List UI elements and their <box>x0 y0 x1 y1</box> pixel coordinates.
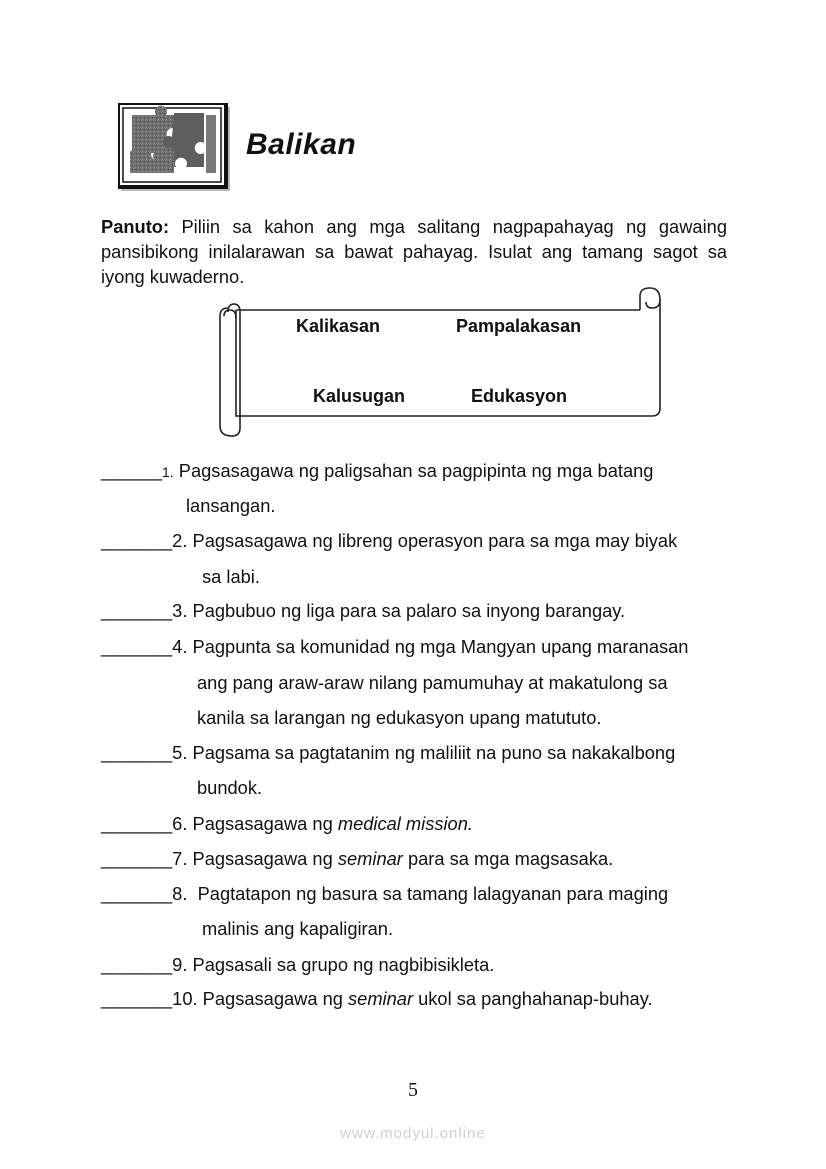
question-5 <box>101 742 675 764</box>
answer-blank: _______ <box>101 954 173 975</box>
question-2 <box>101 530 677 552</box>
answer-blank: _______ <box>101 636 173 657</box>
answer-blank: _______ <box>101 600 173 621</box>
item-text: Pagsasagawa ng <box>187 848 338 869</box>
question-2-continuation: sa labi. <box>202 566 260 587</box>
answer-blank: _______ <box>101 530 173 551</box>
item-number: 6. <box>172 813 188 834</box>
item-text: Pagsasali sa grupo ng nagbibisikleta. <box>187 954 495 975</box>
question-3 <box>101 600 625 622</box>
question-8-continuation: malinis ang kapaligiran. <box>202 918 394 939</box>
watermark: www.modyul.online <box>340 1125 486 1142</box>
choice-edukasyon: Edukasyon <box>471 386 568 406</box>
question-6 <box>101 813 473 835</box>
answer-blank: _______ <box>101 848 173 869</box>
answer-blank: _______ <box>101 988 173 1009</box>
item-number: 8. <box>172 883 188 904</box>
item-number: 2. <box>172 530 188 551</box>
item-text: Pagpunta sa komunidad ng mga Mangyan upang maranasan <box>187 636 689 657</box>
item-number: 4. <box>172 636 188 657</box>
item-text-tail: ukol sa panghahanap-buhay. <box>413 988 653 1009</box>
item-number: 7. <box>172 848 188 869</box>
item-text: Pagsama sa pagtatanim ng maliliit na puno sa nakakalbong <box>187 742 676 763</box>
instructions <box>101 214 727 289</box>
item-emphasis: seminar <box>348 988 414 1009</box>
answer-blank: _______ <box>101 883 173 904</box>
answer-blank: _______ <box>101 813 173 834</box>
item-number: 3. <box>172 600 188 621</box>
choice-kalikasan: Kalikasan <box>296 316 381 336</box>
item-text: Pagbubuo ng liga para sa palaro sa inyong barangay. <box>187 600 626 621</box>
question-1-continuation: lansangan. <box>186 495 276 516</box>
item-number: 9. <box>172 954 188 975</box>
instructions-label: Panuto: <box>101 216 170 237</box>
instructions-text: Piliin sa kahon ang mga salitang nagpapahayag ng gawaing pansibikong inilalarawan sa bawat pahayag. Isulat ang tamang sagot sa iyong kuwaderno. <box>101 216 727 287</box>
question-4-continuation-2: kanila sa larangan ng edukasyon upang matututo. <box>197 707 602 728</box>
puzzle-icon <box>118 103 230 191</box>
question-10 <box>101 988 653 1010</box>
page-number: 5 <box>408 1079 418 1101</box>
choice-pampalakasan: Pampalakasan <box>456 316 582 336</box>
choices-scroll <box>212 286 664 442</box>
item-number: 10. <box>172 988 198 1009</box>
item-number: 1. <box>162 464 174 480</box>
item-number: 5. <box>172 742 188 763</box>
choice-kalusugan: Kalusugan <box>313 386 406 406</box>
question-8 <box>101 883 668 905</box>
item-text: Pagsasagawa ng paligsahan sa pagpipinta ng mga batang <box>173 460 654 481</box>
question-9 <box>101 954 494 976</box>
item-emphasis: medical mission. <box>337 813 473 834</box>
item-text: Pagtatapon ng basura sa tamang lalagyanan para maging <box>187 883 669 904</box>
item-emphasis: seminar <box>337 848 403 869</box>
item-text: Pagsasagawa ng <box>187 813 338 834</box>
question-5-continuation: bundok. <box>197 777 263 798</box>
question-7 <box>101 848 613 870</box>
answer-blank: ______ <box>101 460 163 481</box>
item-text: Pagsasagawa ng libreng operasyon para sa mga may biyak <box>187 530 678 551</box>
item-text-tail: para sa mga magsasaka. <box>402 848 614 869</box>
question-4-continuation: ang pang araw-araw nilang pamumuhay at makatulong sa <box>197 672 668 693</box>
question-1 <box>101 460 653 482</box>
answer-blank: _______ <box>101 742 173 763</box>
section-title: Balikan <box>246 128 357 161</box>
item-text: Pagsasagawa ng <box>197 988 349 1009</box>
question-4 <box>101 636 688 658</box>
